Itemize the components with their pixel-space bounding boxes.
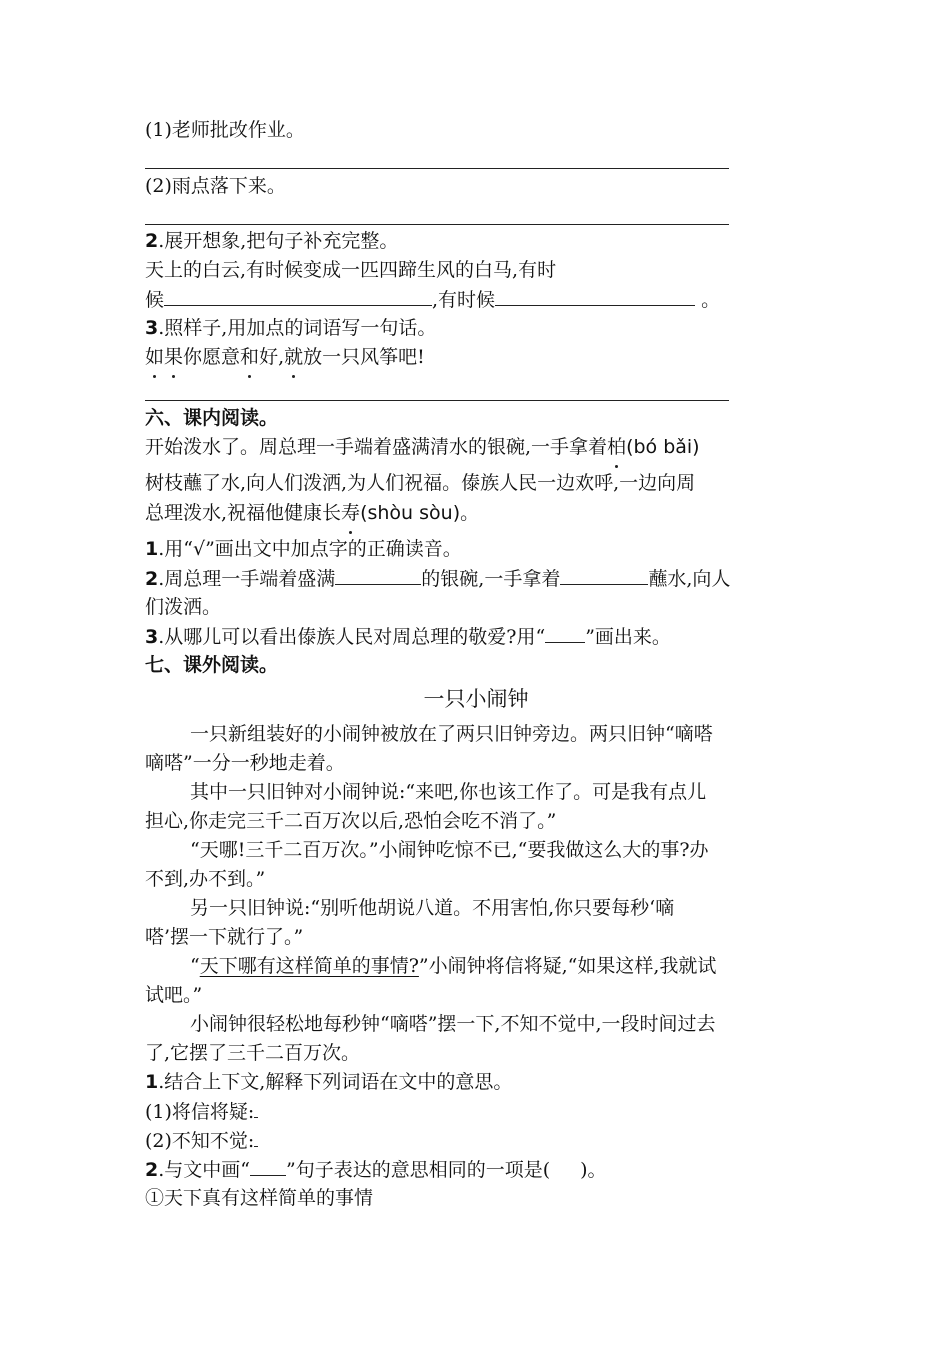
question-2: 2.展开想象,把句子补充完整。 <box>145 230 399 252</box>
story-line-underlined: “天下哪有这样简单的事情?”小闹钟将信将疑,“如果这样,我就试 <box>190 955 717 977</box>
story-line: 嘀嗒”一分一秒地走着。 <box>145 752 345 774</box>
story-line: 不到,办不到。” <box>145 868 266 890</box>
section-6-question-2-cont: 们泼洒。 <box>145 596 222 618</box>
section-6-question-2: 2.周总理一手端着盛满 的银碗,一手拿着 蘸水,向人 <box>145 564 730 593</box>
story-line: 嗒’摆一下就行了。” <box>145 926 304 948</box>
story-line: 担心,你走完三千二百万次以后,恐怕会吃不消了。” <box>145 810 557 832</box>
fill-blank-2[interactable] <box>495 285 695 306</box>
underline-sample <box>250 1155 286 1176</box>
story-line: 一只新组装好的小闹钟被放在了两只旧钟旁边。两只旧钟“嘀嗒 <box>190 723 713 745</box>
story-line: 小闹钟很轻松地每秒钟“嘀嗒”摆一下,不知不觉中,一段时间过去 <box>190 1013 716 1035</box>
section-7-question-1b: (2)不知不觉: <box>145 1126 258 1155</box>
question-3: 3.照样子,用加点的词语写一句话。 <box>145 317 437 339</box>
answer-line-2[interactable] <box>145 224 729 225</box>
section-6-heading: 六、课内阅读。 <box>145 407 279 429</box>
story-line: 试吧。” <box>145 984 203 1006</box>
story-line: 其中一只旧钟对小闹钟说:“来吧,你也该工作了。可是我有点儿 <box>190 781 707 803</box>
underlined-sentence: 天下哪有这样简单的事情? <box>199 955 419 977</box>
underline-sample <box>545 622 585 643</box>
section-7-question-1a: (1)将信将疑: <box>145 1097 258 1126</box>
passage-line-1: 开始泼水了。周总理一手端着盛满清水的银碗,一手拿着柏(bó bǎi) <box>145 433 700 461</box>
fill-blank-1[interactable] <box>164 285 432 306</box>
section-7-question-2: 2.与文中画“ ”句子表达的意思相同的一项是( )。 <box>145 1155 607 1184</box>
option-1[interactable]: ①天下真有这样简单的事情 <box>145 1187 374 1209</box>
fill-blank-4[interactable] <box>560 564 648 585</box>
answer-line-3[interactable] <box>145 400 729 401</box>
story-line: 了,它摆了三千二百万次。 <box>145 1042 361 1064</box>
passage-line-2: 树枝蘸了水,向人们泼洒,为人们祝福。傣族人民一边欢呼,一边向周 <box>145 472 696 494</box>
question-2-sentence: 天上的白云,有时候变成一匹四蹄生风的白马,有时 <box>145 259 557 281</box>
section-6-question-3: 3.从哪儿可以看出傣族人民对周总理的敬爱?用“ ”画出来。 <box>145 622 671 651</box>
story-line: “天哪!三千二百万次。”小闹钟吃惊不已,“要我做这么大的事?办 <box>190 839 709 861</box>
item-1-text: (1)老师批改作业。 <box>145 119 305 141</box>
story-line: 另一只旧钟说:“别听他胡说八道。不用害怕,你只要每秒‘嘀 <box>190 897 675 919</box>
answer-line-1[interactable] <box>145 168 729 169</box>
answer-blank[interactable] <box>254 1097 258 1118</box>
story-title: 一只小闹钟 <box>423 687 529 711</box>
passage-line-3: 总理泼水,祝福他健康长寿(shòu sòu)。 <box>145 499 479 527</box>
fill-blank-3[interactable] <box>335 564 421 585</box>
item-2-text: (2)雨点落下来。 <box>145 175 286 197</box>
example-sentence: 如果你愿意和好,就放一只风筝吧! <box>145 343 425 371</box>
question-2-fill-line: 候 ,有时候 。 <box>145 285 720 314</box>
question-number: 2 <box>145 230 159 252</box>
answer-blank[interactable] <box>254 1126 258 1147</box>
section-6-question-1: 1.用“√”画出文中加点字的正确读音。 <box>145 538 462 560</box>
section-7-heading: 七、课外阅读。 <box>145 654 279 676</box>
section-7-question-1: 1.结合上下文,解释下列词语在文中的意思。 <box>145 1071 513 1093</box>
question-number: 3 <box>145 317 159 339</box>
